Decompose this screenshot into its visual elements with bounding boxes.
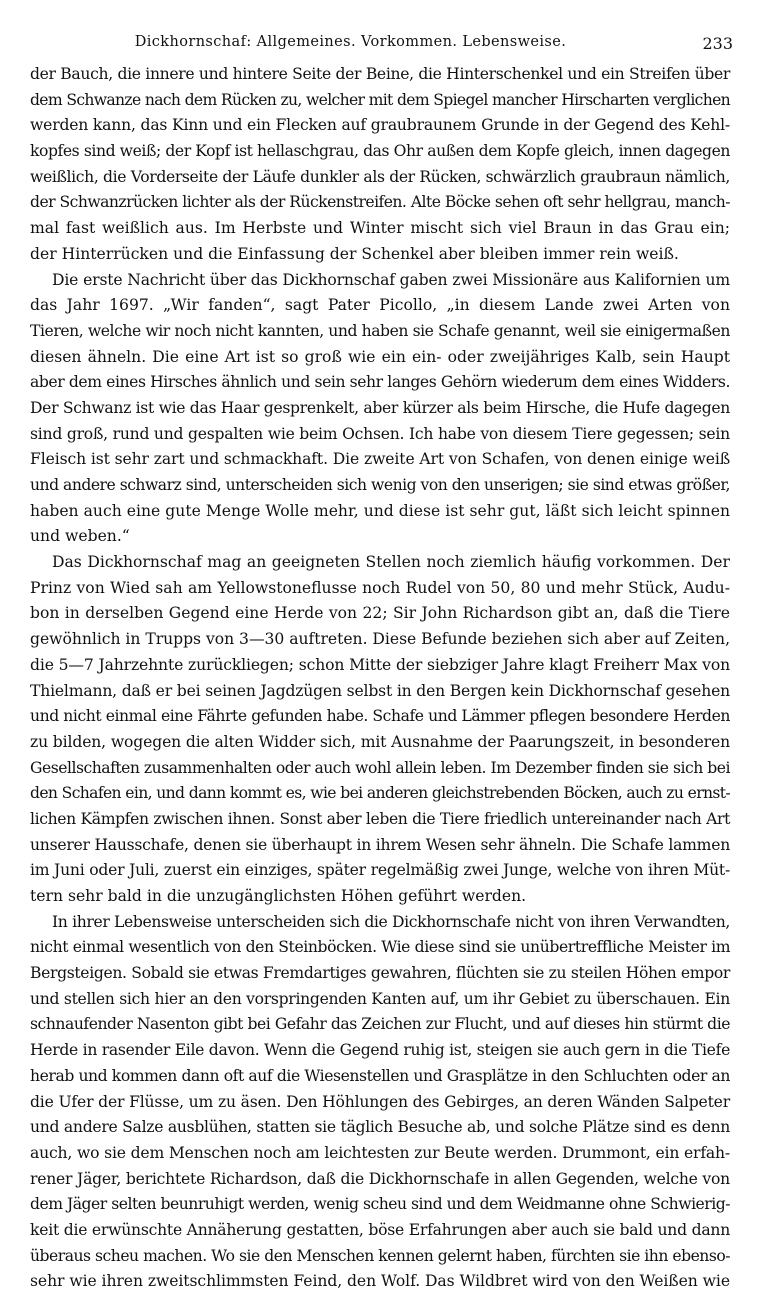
text-line: Thielmann, daß er bei seinen Jagdzügen selbst in den Bergen kein Dickhornschaf gesehen	[30, 681, 730, 700]
text-line: auch, wo sie dem Menschen noch am leichtesten zur Beute werden. Drummont, ein erfah-	[30, 1143, 730, 1162]
text-line: schnaufender Nasenton gibt bei Gefahr das Zeichen zur Flucht, und auf dieses hin stürmt die	[30, 1015, 730, 1034]
text-line: Bergsteigen. Sobald sie etwas Fremdartiges gewahren, flüchten sie zu steilen Höhen empor	[30, 964, 731, 983]
text-line: sind groß, rund und gespalten wie beim Ochsen. Ich habe von diesem Tiere gegessen; sein	[30, 424, 730, 443]
text-line: und nicht einmal eine Fährte gefunden habe. Schafe und Lämmer pflegen besondere Herden	[30, 707, 730, 726]
text-line: den Schafen ein, und dann kommt es, wie bei anderen gleichstrebenden Böcken, auch zu ernst-	[30, 784, 730, 803]
text-line: rener Jäger, berichtete Richardson, daß die Dickhornschafe in allen Gegenden, welche von	[30, 1169, 730, 1188]
text-line: im Juni oder Juli, zuerst ein einziges, später regelmäßig zwei Junge, welche von ihren Müt-	[30, 861, 730, 880]
text-line: kopfes sind weiß; der Kopf ist hellaschgrau, das Ohr außen dem Kopfe gleich, innen dagegen	[30, 142, 730, 161]
text-line: unserer Hausschafe, denen sie überhaupt in ihrem Wesen sehr ähneln. Die Schafe lammen	[30, 835, 730, 854]
text-line: die 5—7 Jahrzehnte zurückliegen; schon Mitte der siebziger Jahre klagt Freiherr Max von	[30, 655, 730, 674]
text-line: dem Schwanze nach dem Rücken zu, welcher mit dem Spiegel mancher Hirscharten verglichen	[30, 90, 730, 109]
text-line: nicht einmal wesentlich von den Steinböcken. Wie diese sind sie unübertreffliche Meister im	[30, 938, 731, 957]
text-line: der Bauch, die innere und hintere Seite der Beine, die Hinterschenkel und ein Streifen über	[30, 65, 730, 83]
text-line: werden kann, das Kinn und ein Flecken auf graubraunem Grunde in der Gegend des Kehl-	[30, 116, 730, 135]
text-line: und stellen sich hier an den vorspringenden Kanten auf, um ihr Gebiet zu überschauen. Ein	[30, 989, 730, 1008]
text-line: bon in derselben Gegend eine Herde von 22; Sir John Richardson gibt an, daß die Tiere	[30, 604, 730, 623]
page-number: 233	[702, 34, 733, 53]
text-line: lichen Kämpfen zwischen ihnen. Sonst aber leben die Tiere friedlich untereinander nach Art	[30, 809, 730, 828]
text-line: mal fast weißlich aus. Im Herbste und Winter mischt sich viel Braun in das Grau ein;	[30, 219, 730, 238]
text-line: überaus scheu machen. Wo sie den Menschen kennen gelernt haben, fürchten sie ihn ebenso-	[30, 1246, 730, 1265]
text-line: Der Schwanz ist wie das Haar gesprenkelt, aber kürzer als beim Hirsche, die Hufe dagegen	[30, 398, 730, 417]
text-line: aber dem eines Hirsches ähnlich und sein sehr langes Gehörn wiederum dem eines Widders.	[30, 373, 730, 392]
running-title: Dickhornschaf: Allgemeines. Vorkommen. Lebensweise.	[134, 34, 567, 50]
text-line: und weben.“	[30, 527, 130, 546]
text-line: keit die erwünschte Annäherung gestatten, böse Erfahrungen aber auch sie bald und dann	[30, 1220, 730, 1239]
text-line: haben auch eine gute Menge Wolle mehr, und diese ist sehr gut, läßt sich leicht spinnen	[30, 501, 730, 520]
text-line: diesen ähneln. Die eine Art ist so groß wie ein ein- oder zweijähriges Kalb, sein Haupt	[30, 347, 730, 366]
text-line: der Hinterrücken und die Einfassung der Schenkel aber bleiben immer rein weiß.	[30, 244, 679, 263]
text-line: herab und kommen dann oft auf die Wiesenstellen und Grasplätze in den Schluchten oder an	[30, 1066, 730, 1085]
text-line: die Ufer der Flüsse, um zu äsen. Den Höhlungen des Gebirges, an deren Wänden Salpeter	[30, 1092, 730, 1111]
text-line: der Schwanzrücken lichter als der Rückenstreifen. Alte Böcke sehen oft sehr hellgrau, manch-	[30, 193, 730, 212]
text-line: sehr wie ihren zweitschlimmsten Feind, den Wolf. Das Wildbret wird von den Weißen wie	[30, 1272, 730, 1291]
text-line: und andere schwarz sind, unterscheiden sich wenig von den unserigen; sie sind etwas größer,	[30, 476, 730, 494]
text-line: Fleisch ist sehr zart und schmackhaft. Die zweite Art von Schafen, von denen einige weiß	[30, 450, 730, 469]
text-line: In ihrer Lebensweise unterscheiden sich die Dickhornschafe nicht von ihren Verwandten,	[52, 912, 730, 931]
text-line: dem Jäger selten beunruhigt werden, wenig scheu sind und dem Weidmanne ohne Schwierig-	[30, 1195, 730, 1214]
text-line: tern sehr bald in die unzugänglichsten Höhen geführt werden.	[30, 887, 527, 905]
text-line: weißlich, die Vorderseite der Läufe dunkler als der Rücken, schwärzlich graubraun nämlich,	[30, 167, 730, 186]
text-line: Prinz von Wied sah am Yellowstoneflusse noch Rudel von 50, 80 und mehr Stück, Audu-	[30, 578, 730, 597]
text-line: und andere Salze ausblühen, statten sie täglich Besuche ab, und solche Plätze sind es denn	[30, 1118, 730, 1137]
body-text	[30, 62, 730, 1295]
running-head	[28, 34, 733, 58]
text-line: Tieren, welche wir noch nicht kannten, und haben sie Schafe genannt, weil sie einigermaßen	[30, 321, 730, 340]
text-line: Das Dickhornschaf mag an geeigneten Stellen noch ziemlich häufig vorkommen. Der	[52, 553, 730, 572]
text-line: Herde in rasender Eile davon. Wenn die Gegend ruhig ist, steigen sie auch gern in die Tiefe	[30, 1041, 730, 1060]
text-line: zu bilden, wogegen die alten Widder sich, mit Ausnahme der Paarungszeit, in besonderen	[30, 732, 730, 751]
text-line: gewöhnlich in Trupps von 3—30 auftreten. Diese Befunde beziehen sich aber auf Zeiten,	[30, 630, 730, 649]
text-line: Gesellschaften zusammenhalten oder auch wohl allein leben. Im Dezember finden sie sich bei	[30, 758, 730, 777]
text-line: Die erste Nachricht über das Dickhornschaf gaben zwei Missionäre aus Kalifornien um	[52, 270, 730, 289]
text-line: das Jahr 1697. „Wir fanden“, sagt Pater Picollo, „in diesem Lande zwei Arten von	[30, 296, 730, 315]
